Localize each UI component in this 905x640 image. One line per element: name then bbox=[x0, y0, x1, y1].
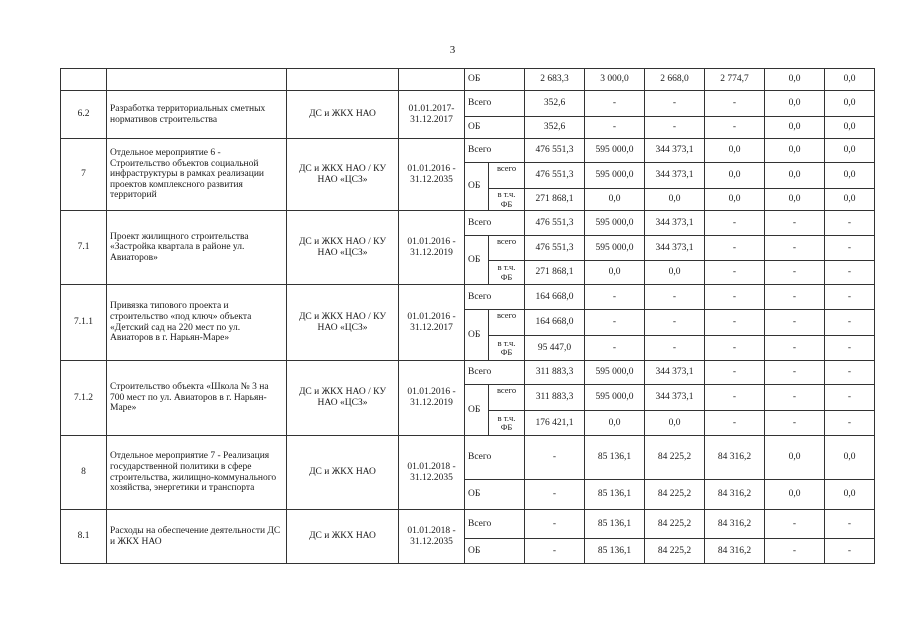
value-cell: 0,0 bbox=[825, 436, 875, 480]
value-cell: 476 551,3 bbox=[525, 211, 585, 236]
row-period: 01.01.2018 - 31.12.2035 bbox=[399, 510, 465, 564]
funding-subsource: в т.ч. ФБ bbox=[489, 336, 525, 361]
value-cell: - bbox=[765, 510, 825, 539]
value-cell: 0,0 bbox=[765, 480, 825, 510]
value-cell: 2 683,3 bbox=[525, 69, 585, 91]
value-cell: 476 551,3 bbox=[525, 139, 585, 163]
value-cell: - bbox=[705, 310, 765, 336]
value-cell: 84 225,2 bbox=[645, 510, 705, 539]
row-number: 6.2 bbox=[61, 91, 107, 139]
row-executor: ДС и ЖКХ НАО / КУ НАО «ЦСЗ» bbox=[287, 211, 399, 285]
row-name: Разработка территориальных сметных нормативов строительства bbox=[107, 91, 287, 139]
row-number: 7 bbox=[61, 139, 107, 211]
value-cell: 85 136,1 bbox=[585, 480, 645, 510]
value-cell: 344 373,1 bbox=[645, 163, 705, 189]
row-name: Отдельное мероприятие 6 - Строительство объектов социальной инфраструктуры в рамках реализации проектов комплексного развития территорий bbox=[107, 139, 287, 211]
value-cell: - bbox=[765, 539, 825, 564]
budget-body bbox=[61, 69, 875, 564]
value-cell: - bbox=[705, 236, 765, 261]
funding-source: Всего bbox=[465, 91, 525, 117]
value-cell: 344 373,1 bbox=[645, 385, 705, 411]
value-cell: 176 421,1 bbox=[525, 411, 585, 436]
value-cell: 0,0 bbox=[765, 117, 825, 139]
row-number: 7.1 bbox=[61, 211, 107, 285]
value-cell: 84 225,2 bbox=[645, 539, 705, 564]
value-cell: 271 868,1 bbox=[525, 189, 585, 211]
value-cell: 0,0 bbox=[645, 189, 705, 211]
funding-source: ОБ bbox=[465, 539, 525, 564]
value-cell: - bbox=[585, 117, 645, 139]
row-name bbox=[107, 69, 287, 91]
value-cell: 344 373,1 bbox=[645, 139, 705, 163]
row-executor: ДС и ЖКХ НАО / КУ НАО «ЦСЗ» bbox=[287, 139, 399, 211]
budget-table bbox=[60, 68, 875, 564]
row-number: 8 bbox=[61, 436, 107, 510]
value-cell: 0,0 bbox=[765, 69, 825, 91]
value-cell: - bbox=[825, 211, 875, 236]
value-cell: 0,0 bbox=[705, 139, 765, 163]
value-cell: 85 136,1 bbox=[585, 510, 645, 539]
table-row bbox=[61, 211, 875, 236]
value-cell: 84 316,2 bbox=[705, 436, 765, 480]
value-cell: 311 883,3 bbox=[525, 385, 585, 411]
value-cell: 311 883,3 bbox=[525, 361, 585, 385]
value-cell: - bbox=[765, 261, 825, 285]
value-cell: - bbox=[825, 236, 875, 261]
value-cell: 0,0 bbox=[825, 189, 875, 211]
value-cell: 0,0 bbox=[825, 480, 875, 510]
table-row bbox=[61, 285, 875, 310]
value-cell: - bbox=[765, 411, 825, 436]
row-name: Расходы на обеспечение деятельности ДС и ЖКХ НАО bbox=[107, 510, 287, 564]
value-cell: 2 774,7 bbox=[705, 69, 765, 91]
row-name: Отдельное мероприятие 7 - Реализация государственной политики в сфере строительства, жилищно-коммунального хозяйства, энергетики и транспорта bbox=[107, 436, 287, 510]
row-period: 01.01.2016 - 31.12.2017 bbox=[399, 285, 465, 361]
value-cell: - bbox=[525, 510, 585, 539]
value-cell: 0,0 bbox=[705, 163, 765, 189]
value-cell: - bbox=[705, 385, 765, 411]
funding-subsource: всего bbox=[489, 236, 525, 261]
value-cell: 0,0 bbox=[825, 69, 875, 91]
row-period: 01.01.2016 - 31.12.2019 bbox=[399, 211, 465, 285]
value-cell: - bbox=[585, 285, 645, 310]
row-executor: ДС и ЖКХ НАО bbox=[287, 91, 399, 139]
table-row bbox=[61, 436, 875, 480]
value-cell: 344 373,1 bbox=[645, 361, 705, 385]
row-name: Проект жилищного строительства «Застройка квартала в районе ул. Авиаторов» bbox=[107, 211, 287, 285]
row-period: 01.01.2018 - 31.12.2035 bbox=[399, 436, 465, 510]
row-number: 7.1.2 bbox=[61, 361, 107, 436]
value-cell: 0,0 bbox=[765, 436, 825, 480]
funding-subsource: в т.ч. ФБ bbox=[489, 189, 525, 211]
value-cell: 164 668,0 bbox=[525, 310, 585, 336]
value-cell: 0,0 bbox=[765, 163, 825, 189]
value-cell: - bbox=[825, 539, 875, 564]
value-cell: - bbox=[645, 91, 705, 117]
value-cell: 476 551,3 bbox=[525, 236, 585, 261]
row-name: Строительство объекта «Школа № 3 на 700 мест по ул. Авиаторов в г. Нарьян-Маре» bbox=[107, 361, 287, 436]
row-executor bbox=[287, 69, 399, 91]
value-cell: 84 316,2 bbox=[705, 480, 765, 510]
funding-subsource: в т.ч. ФБ bbox=[489, 411, 525, 436]
value-cell: 0,0 bbox=[585, 411, 645, 436]
row-executor: ДС и ЖКХ НАО bbox=[287, 510, 399, 564]
value-cell: 344 373,1 bbox=[645, 211, 705, 236]
funding-source: Всего bbox=[465, 436, 525, 480]
funding-source: ОБ bbox=[465, 385, 489, 436]
value-cell: - bbox=[645, 310, 705, 336]
value-cell: 0,0 bbox=[765, 139, 825, 163]
value-cell: 595 000,0 bbox=[585, 236, 645, 261]
value-cell: - bbox=[705, 336, 765, 361]
funding-source: ОБ bbox=[465, 310, 489, 361]
value-cell: 85 136,1 bbox=[585, 539, 645, 564]
value-cell: - bbox=[825, 361, 875, 385]
value-cell: 595 000,0 bbox=[585, 211, 645, 236]
value-cell: 85 136,1 bbox=[585, 436, 645, 480]
table-row bbox=[61, 510, 875, 539]
value-cell: - bbox=[705, 285, 765, 310]
value-cell: - bbox=[765, 236, 825, 261]
value-cell: 0,0 bbox=[645, 261, 705, 285]
value-cell: 0,0 bbox=[765, 189, 825, 211]
row-number bbox=[61, 69, 107, 91]
value-cell: - bbox=[825, 411, 875, 436]
funding-source: Всего bbox=[465, 139, 525, 163]
value-cell: - bbox=[645, 285, 705, 310]
value-cell: 352,6 bbox=[525, 117, 585, 139]
row-period bbox=[399, 69, 465, 91]
value-cell: - bbox=[765, 310, 825, 336]
funding-source: ОБ bbox=[465, 236, 489, 285]
value-cell: 0,0 bbox=[825, 91, 875, 117]
value-cell: 352,6 bbox=[525, 91, 585, 117]
value-cell: 0,0 bbox=[585, 189, 645, 211]
row-period: 01.01.2016 - 31.12.2019 bbox=[399, 361, 465, 436]
value-cell: 2 668,0 bbox=[645, 69, 705, 91]
value-cell: 595 000,0 bbox=[585, 163, 645, 189]
value-cell: - bbox=[525, 539, 585, 564]
value-cell: - bbox=[765, 336, 825, 361]
funding-source: ОБ bbox=[465, 117, 525, 139]
funding-subsource: всего bbox=[489, 385, 525, 411]
funding-source: ОБ bbox=[465, 69, 525, 91]
table-row bbox=[61, 69, 875, 91]
value-cell: - bbox=[825, 310, 875, 336]
row-executor: ДС и ЖКХ НАО / КУ НАО «ЦСЗ» bbox=[287, 285, 399, 361]
funding-subsource: в т.ч. ФБ bbox=[489, 261, 525, 285]
value-cell: - bbox=[765, 211, 825, 236]
value-cell: - bbox=[705, 261, 765, 285]
value-cell: 0,0 bbox=[645, 411, 705, 436]
value-cell: 0,0 bbox=[765, 91, 825, 117]
value-cell: - bbox=[705, 361, 765, 385]
row-executor: ДС и ЖКХ НАО / КУ НАО «ЦСЗ» bbox=[287, 361, 399, 436]
funding-source: Всего bbox=[465, 510, 525, 539]
value-cell: 0,0 bbox=[825, 117, 875, 139]
page-number: 3 bbox=[449, 44, 456, 56]
row-period: 01.01.2017-31.12.2017 bbox=[399, 91, 465, 139]
value-cell: - bbox=[585, 310, 645, 336]
funding-subsource: всего bbox=[489, 310, 525, 336]
funding-source: Всего bbox=[465, 361, 525, 385]
value-cell: 344 373,1 bbox=[645, 236, 705, 261]
value-cell: 595 000,0 bbox=[585, 385, 645, 411]
value-cell: - bbox=[585, 91, 645, 117]
value-cell: 0,0 bbox=[585, 261, 645, 285]
value-cell: 3 000,0 bbox=[585, 69, 645, 91]
row-number: 7.1.1 bbox=[61, 285, 107, 361]
value-cell: 476 551,3 bbox=[525, 163, 585, 189]
value-cell: 271 868,1 bbox=[525, 261, 585, 285]
value-cell: - bbox=[705, 91, 765, 117]
funding-source: Всего bbox=[465, 285, 525, 310]
value-cell: 0,0 bbox=[705, 189, 765, 211]
value-cell: - bbox=[765, 361, 825, 385]
value-cell: 595 000,0 bbox=[585, 139, 645, 163]
value-cell: - bbox=[585, 336, 645, 361]
row-period: 01.01.2016 - 31.12.2035 bbox=[399, 139, 465, 211]
funding-source: ОБ bbox=[465, 480, 525, 510]
value-cell: - bbox=[825, 285, 875, 310]
row-number: 8.1 bbox=[61, 510, 107, 564]
value-cell: - bbox=[705, 411, 765, 436]
value-cell: 0,0 bbox=[825, 163, 875, 189]
value-cell: - bbox=[765, 385, 825, 411]
value-cell: 84 225,2 bbox=[645, 480, 705, 510]
value-cell: 164 668,0 bbox=[525, 285, 585, 310]
value-cell: - bbox=[645, 117, 705, 139]
table-row bbox=[61, 361, 875, 385]
value-cell: - bbox=[825, 385, 875, 411]
value-cell: - bbox=[705, 211, 765, 236]
value-cell: - bbox=[825, 510, 875, 539]
value-cell: 84 225,2 bbox=[645, 436, 705, 480]
value-cell: - bbox=[705, 117, 765, 139]
funding-source: Всего bbox=[465, 211, 525, 236]
value-cell: - bbox=[765, 285, 825, 310]
value-cell: 84 316,2 bbox=[705, 539, 765, 564]
value-cell: - bbox=[825, 261, 875, 285]
table-row bbox=[61, 91, 875, 117]
value-cell: 595 000,0 bbox=[585, 361, 645, 385]
table-row bbox=[61, 139, 875, 163]
value-cell: - bbox=[825, 336, 875, 361]
value-cell: 95 447,0 bbox=[525, 336, 585, 361]
value-cell: 0,0 bbox=[825, 139, 875, 163]
value-cell: - bbox=[525, 436, 585, 480]
row-executor: ДС и ЖКХ НАО bbox=[287, 436, 399, 510]
funding-source: ОБ bbox=[465, 163, 489, 211]
value-cell: - bbox=[525, 480, 585, 510]
funding-subsource: всего bbox=[489, 163, 525, 189]
value-cell: 84 316,2 bbox=[705, 510, 765, 539]
row-name: Привязка типового проекта и строительство «под ключ» объекта «Детский сад на 220 мест по ул. Авиаторов в г. Нарьян-Маре» bbox=[107, 285, 287, 361]
value-cell: - bbox=[645, 336, 705, 361]
